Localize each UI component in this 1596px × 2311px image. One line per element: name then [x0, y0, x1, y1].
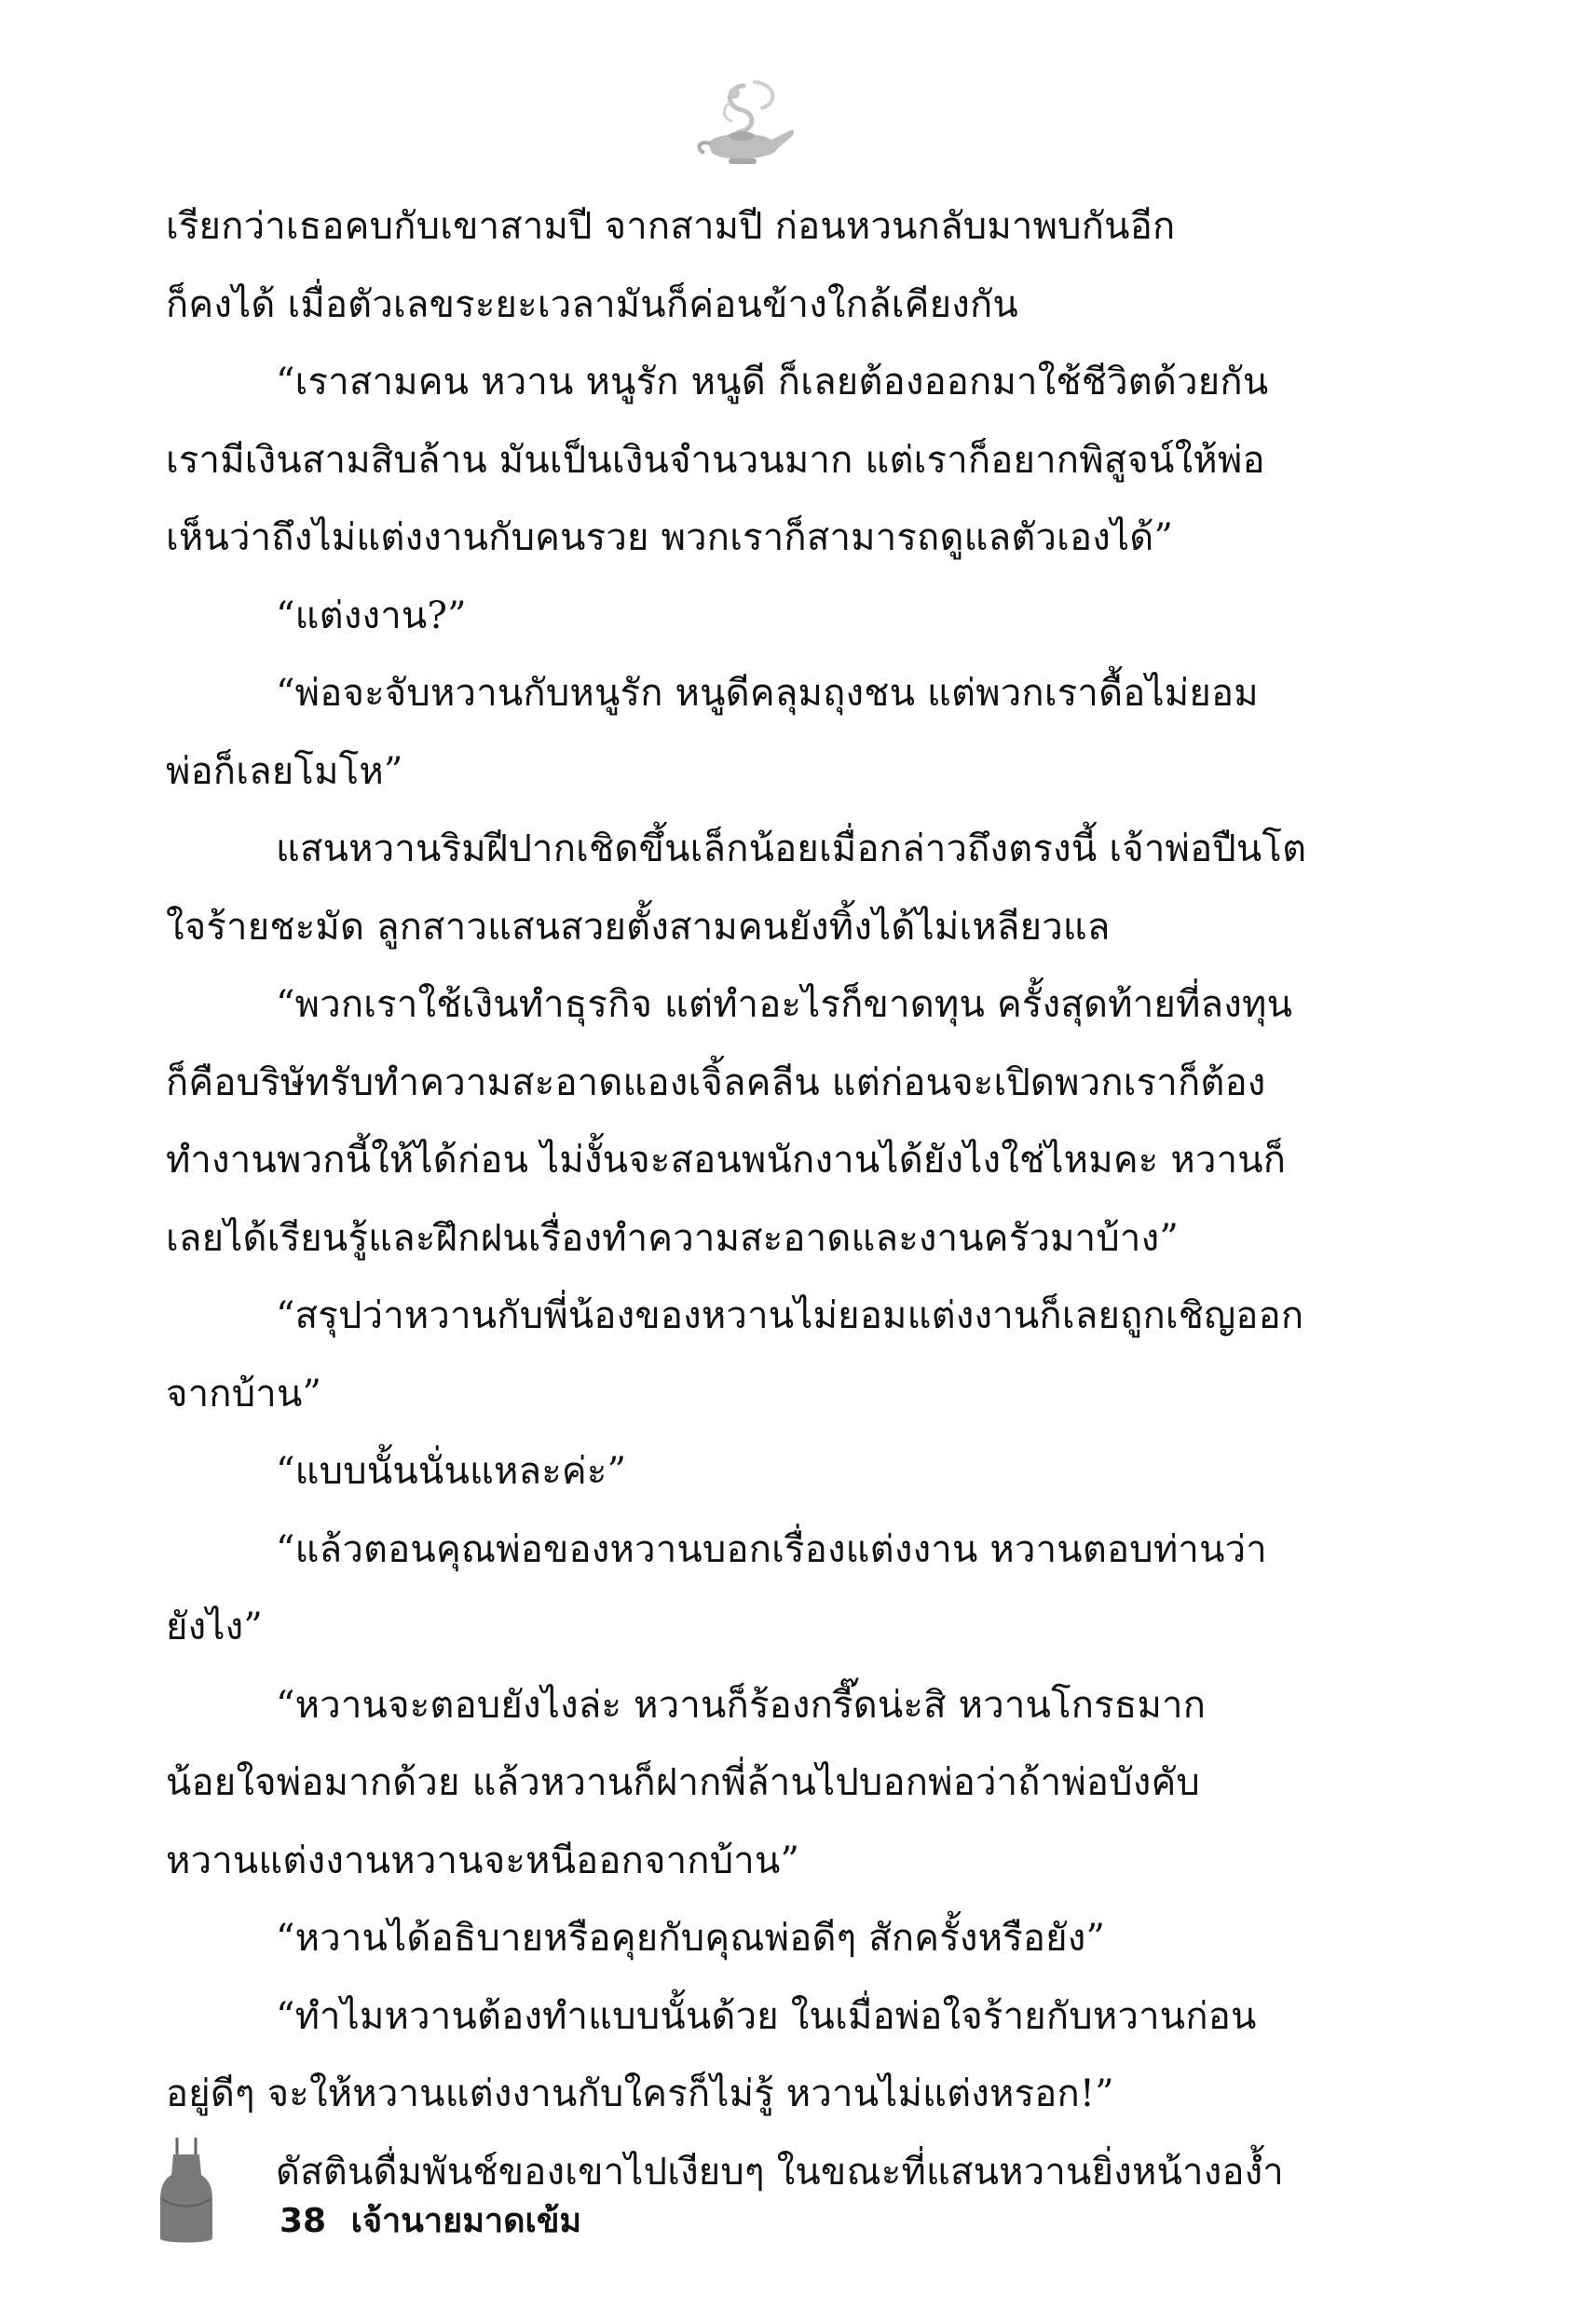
text-line: ทำงานพวกนี้ให้ได้ก่อน ไม่งั้นจะสอนพนักงานได้ยังไงใช่ไหมคะ หวานก็ — [166, 1139, 1287, 1182]
text-line: พ่อก็เลยโมโห” — [166, 749, 403, 793]
text-line: “ทำไมหวานต้องทำแบบนั้นด้วย ในเมื่อพ่อใจร้ายกับหวานก่อน — [276, 1994, 1257, 2038]
text-line: “หวานได้อธิบายหรือคุยกับคุณพ่อดีๆ สักครั้งหรือยัง” — [276, 1917, 1106, 1960]
text-line: “พวกเราใช้เงินทำธุรกิจ แต่ทำอะไรก็ขาดทุน ครั้งสุดท้ายที่ลงทุน — [276, 983, 1293, 1026]
text-line: ใจร้ายชะมัด ลูกสาวแสนสวยตั้งสามคนยังทิ้งได้ไม่เหลียวแล — [166, 905, 1111, 949]
text-line: “แบบนั้นนั่นแหละค่ะ” — [276, 1450, 627, 1493]
text-line: จากบ้าน” — [166, 1372, 322, 1415]
text-line: เลยได้เรียนรู้และฝึกฝนเรื่องทำความสะอาดและงานครัวมาบ้าง” — [166, 1216, 1179, 1260]
text-line: “แต่งงาน?” — [276, 594, 467, 637]
text-line: ก็คงได้ เมื่อตัวเลขระยะเวลามันก็ค่อนข้างใกล้เคียงกัน — [166, 282, 1018, 326]
book-title: เจ้านายมาดเข้ม — [350, 2202, 582, 2240]
footer-label — [280, 2194, 581, 2247]
body-text — [166, 188, 1329, 2211]
page-footer — [158, 2134, 811, 2264]
page-number: 38 — [280, 2202, 327, 2240]
text-line: “พ่อจะจับหวานกับหนูรัก หนูดีคลุมถุงชน แต่พวกเราดื้อไม่ยอม — [276, 672, 1259, 715]
text-line: อยู่ดีๆ จะให้หวานแต่งงานกับใครก็ไม่รู้ หวานไม่แต่งหรอก!” — [166, 2072, 1114, 2115]
text-line: เห็นว่าถึงไม่แต่งงานกับคนรวย พวกเราก็สามารถดูแลตัวเองได้” — [166, 516, 1174, 559]
genie-lamp-icon — [689, 75, 801, 177]
text-line: หวานแต่งงานหวานจะหนีออกจากบ้าน” — [166, 1839, 800, 1882]
text-line: “สรุปว่าหวานกับพี่น้องของหวานไม่ยอมแต่งงานก็เลยถูกเชิญออก — [276, 1294, 1304, 1337]
text-line: “เราสามคน หวาน หนูรัก หนูดี ก็เลยต้องออกมาใช้ชีวิตด้วยกัน — [276, 361, 1269, 403]
text-line: เรียกว่าเธอคบกับเขาสามปี จากสามปี ก่อนหวนกลับมาพบกันอีก — [166, 205, 1176, 248]
text-line: ยังไง” — [166, 1606, 264, 1648]
text-line: ก็คือบริษัทรับทำความสะอาดแองเจิ้ลคลีน แต่ก่อนจะเปิดพวกเราก็ต้อง — [166, 1060, 1266, 1104]
text-line: “หวานจะตอบยังไงล่ะ หวานก็ร้องกรี๊ดน่ะสิ หวานโกรธมาก — [276, 1683, 1207, 1727]
text-line: ดัสตินดื่มพันช์ของเขาไปเงียบๆ ในขณะที่แสนหวานยิ่งหน้างอง้ำ — [276, 2150, 1284, 2194]
text-line: เรามีเงินสามสิบล้าน มันเป็นเงินจำนวนมาก แต่เราก็อยากพิสูจน์ให้พ่อ — [166, 438, 1265, 482]
text-line: แสนหวานริมฝีปากเชิดขึ้นเล็กน้อยเมื่อกล่าวถึงตรงนี้ เจ้าพ่อปืนโต — [276, 827, 1307, 870]
text-line: น้อยใจพ่อมากด้วย แล้วหวานก็ฝากพี่ล้านไปบอกพ่อว่าถ้าพ่อบังคับ — [166, 1761, 1201, 1804]
text-line: “แล้วตอนคุณพ่อของหวานบอกเรื่องแต่งงาน หวานตอบท่านว่า — [276, 1527, 1267, 1571]
apron-icon — [158, 2134, 214, 2246]
